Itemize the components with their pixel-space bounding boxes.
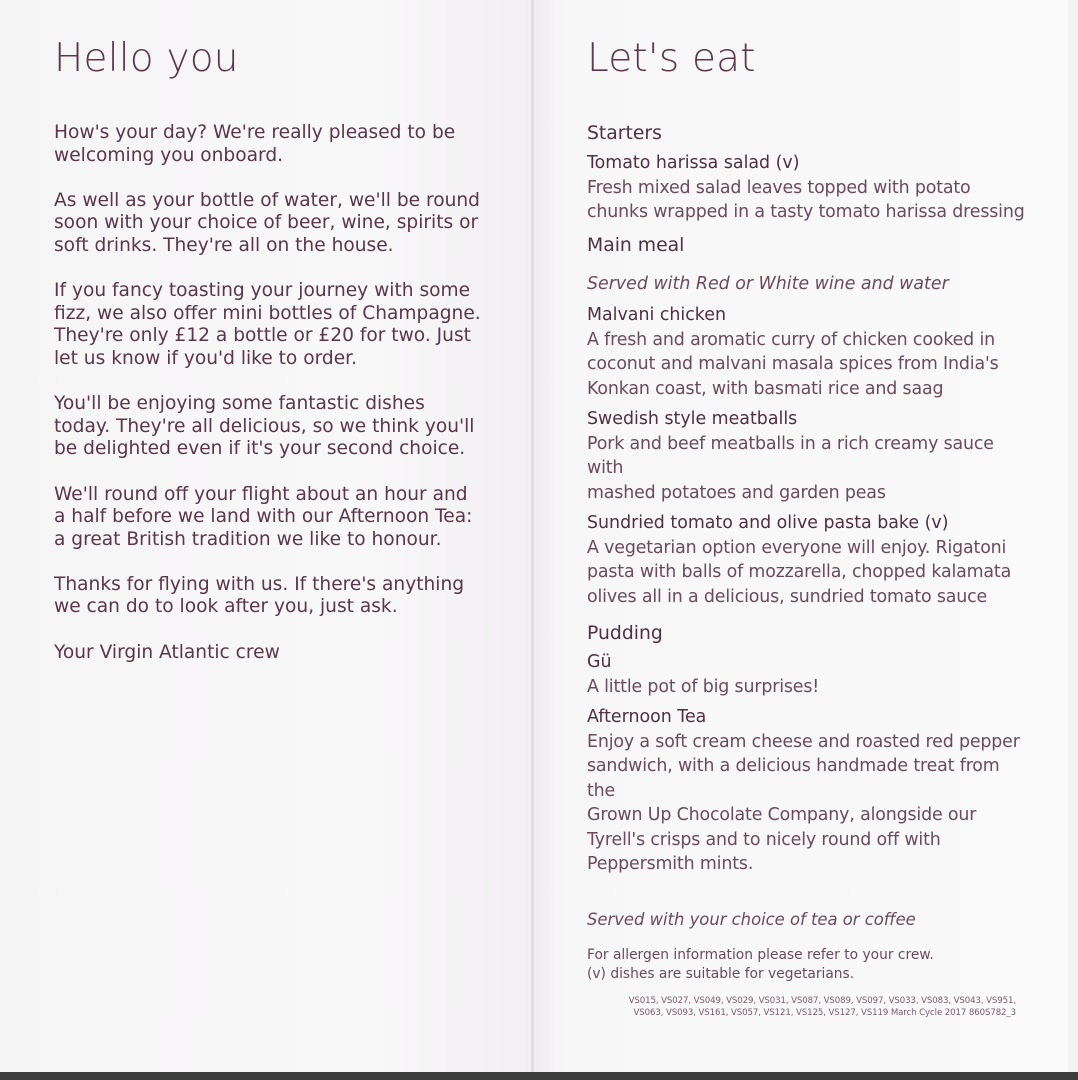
dish-description xyxy=(587,730,1027,877)
section-title: Pudding xyxy=(587,623,663,644)
section-title: Starters xyxy=(587,123,662,144)
desc-line: Tyrell's crisps and to nicely round off with xyxy=(587,829,941,850)
desc-line: sandwich, with a delicious handmade treat from the xyxy=(587,756,1000,801)
dish xyxy=(587,151,1027,225)
desc-line: Fresh mixed salad leaves topped with potato xyxy=(587,177,971,198)
menu-heading: Let's eat xyxy=(587,36,756,81)
desc-line: Enjoy a soft cream cheese and roasted red pepper xyxy=(587,731,1020,752)
desc-line: chunks wrapped in a tasty tomato harissa dressing xyxy=(587,202,1025,222)
allergen-line: (v) dishes are suitable for vegetarians. xyxy=(587,966,855,982)
desc-line: A fresh and aromatic curry of chicken cooked in xyxy=(587,329,995,350)
dish-description xyxy=(587,536,1027,610)
desc-line: mashed potatoes and garden peas xyxy=(587,482,886,503)
dish xyxy=(587,407,1027,505)
section-starters xyxy=(587,121,1027,225)
flight-codes-line: VS015, VS027, VS049, VS029, VS031, VS087, VS089, VS097, VS033, VS083, VS043, VS951, xyxy=(628,996,1016,1006)
desc-line: Konkan coast, with basmati rice and saag xyxy=(587,378,944,399)
section-pudding xyxy=(587,621,1027,877)
main-note: Served with Red or White wine and water xyxy=(587,273,949,294)
desc-line: Pork and beef meatballs in a rich creamy sauce with xyxy=(587,433,994,478)
dish-name: Tomato harissa salad (v) xyxy=(587,153,800,173)
letter-signoff: Your Virgin Atlantic crew xyxy=(54,641,280,663)
letter-paragraph: As well as your bottle of water, we'll be round soon with your choice of beer, wine, spirits or soft drinks. They're all on the house. xyxy=(54,189,480,256)
dish xyxy=(587,705,1027,877)
desc-line: olives all in a delicious, sundried tomato sauce xyxy=(587,586,988,607)
dish-name: Malvani chicken xyxy=(587,305,726,325)
desc-line: Grown Up Chocolate Company, alongside our xyxy=(587,805,977,825)
flight-codes xyxy=(596,996,1016,1019)
dish-name: Afternoon Tea xyxy=(587,707,707,727)
desc-line: coconut and malvani masala spices from India's xyxy=(587,354,999,374)
dish xyxy=(587,511,1027,609)
flight-codes-line: VS063, VS093, VS161, VS057, VS121, VS125, VS127, VS119 March Cycle 2017 860S782_3 xyxy=(633,1007,1016,1018)
dish-description xyxy=(587,432,1027,506)
allergen-info xyxy=(587,946,934,984)
scan-bottom-edge xyxy=(0,1072,1078,1080)
dish-name: Sundried tomato and olive pasta bake (v) xyxy=(587,513,949,533)
section-main xyxy=(587,233,1027,610)
dish xyxy=(587,303,1027,401)
dish-name: Gü xyxy=(587,652,612,672)
letter-paragraph: We'll round off your flight about an hour and a half before we land with our Afternoon Tea: a great British tradition we like to honour. xyxy=(54,483,473,550)
dish xyxy=(587,650,1027,699)
desc-line: Peppersmith mints. xyxy=(587,854,754,874)
page-fold xyxy=(531,0,534,1076)
letter-paragraph: Thanks for flying with us. If there's anything we can do to look after you, just ask. xyxy=(54,573,465,618)
tea-note: Served with your choice of tea or coffee xyxy=(587,909,916,929)
letter-paragraph: How's your day? We're really pleased to be welcoming you onboard. xyxy=(54,122,456,166)
paper-edge xyxy=(1068,0,1078,1080)
dish-description xyxy=(587,176,1027,225)
desc-line: pasta with balls of mozzarella, chopped kalamata xyxy=(587,562,1012,582)
welcome-letter xyxy=(54,122,484,687)
letter-paragraph: If you fancy toasting your journey with some fizz, we also offer mini bottles of Champagne. They're only £12 a bottle or £20 for two. Just let us know if you'd like to order. xyxy=(54,280,481,369)
desc-line: A little pot of big surprises! xyxy=(587,676,820,697)
welcome-heading: Hello you xyxy=(54,36,239,81)
dish-description xyxy=(587,675,1027,700)
menu xyxy=(587,121,1027,932)
section-title: Main meal xyxy=(587,234,685,256)
allergen-line: For allergen information please refer to your crew. xyxy=(587,947,934,963)
dish-description xyxy=(587,328,1027,402)
letter-paragraph: You'll be enjoying some fantastic dishes today. They're all delicious, so we think you'll be delighted even if it's your second choice. xyxy=(54,393,475,460)
desc-line: A vegetarian option everyone will enjoy. Rigatoni xyxy=(587,537,1007,558)
dish-name: Swedish style meatballs xyxy=(587,409,798,429)
